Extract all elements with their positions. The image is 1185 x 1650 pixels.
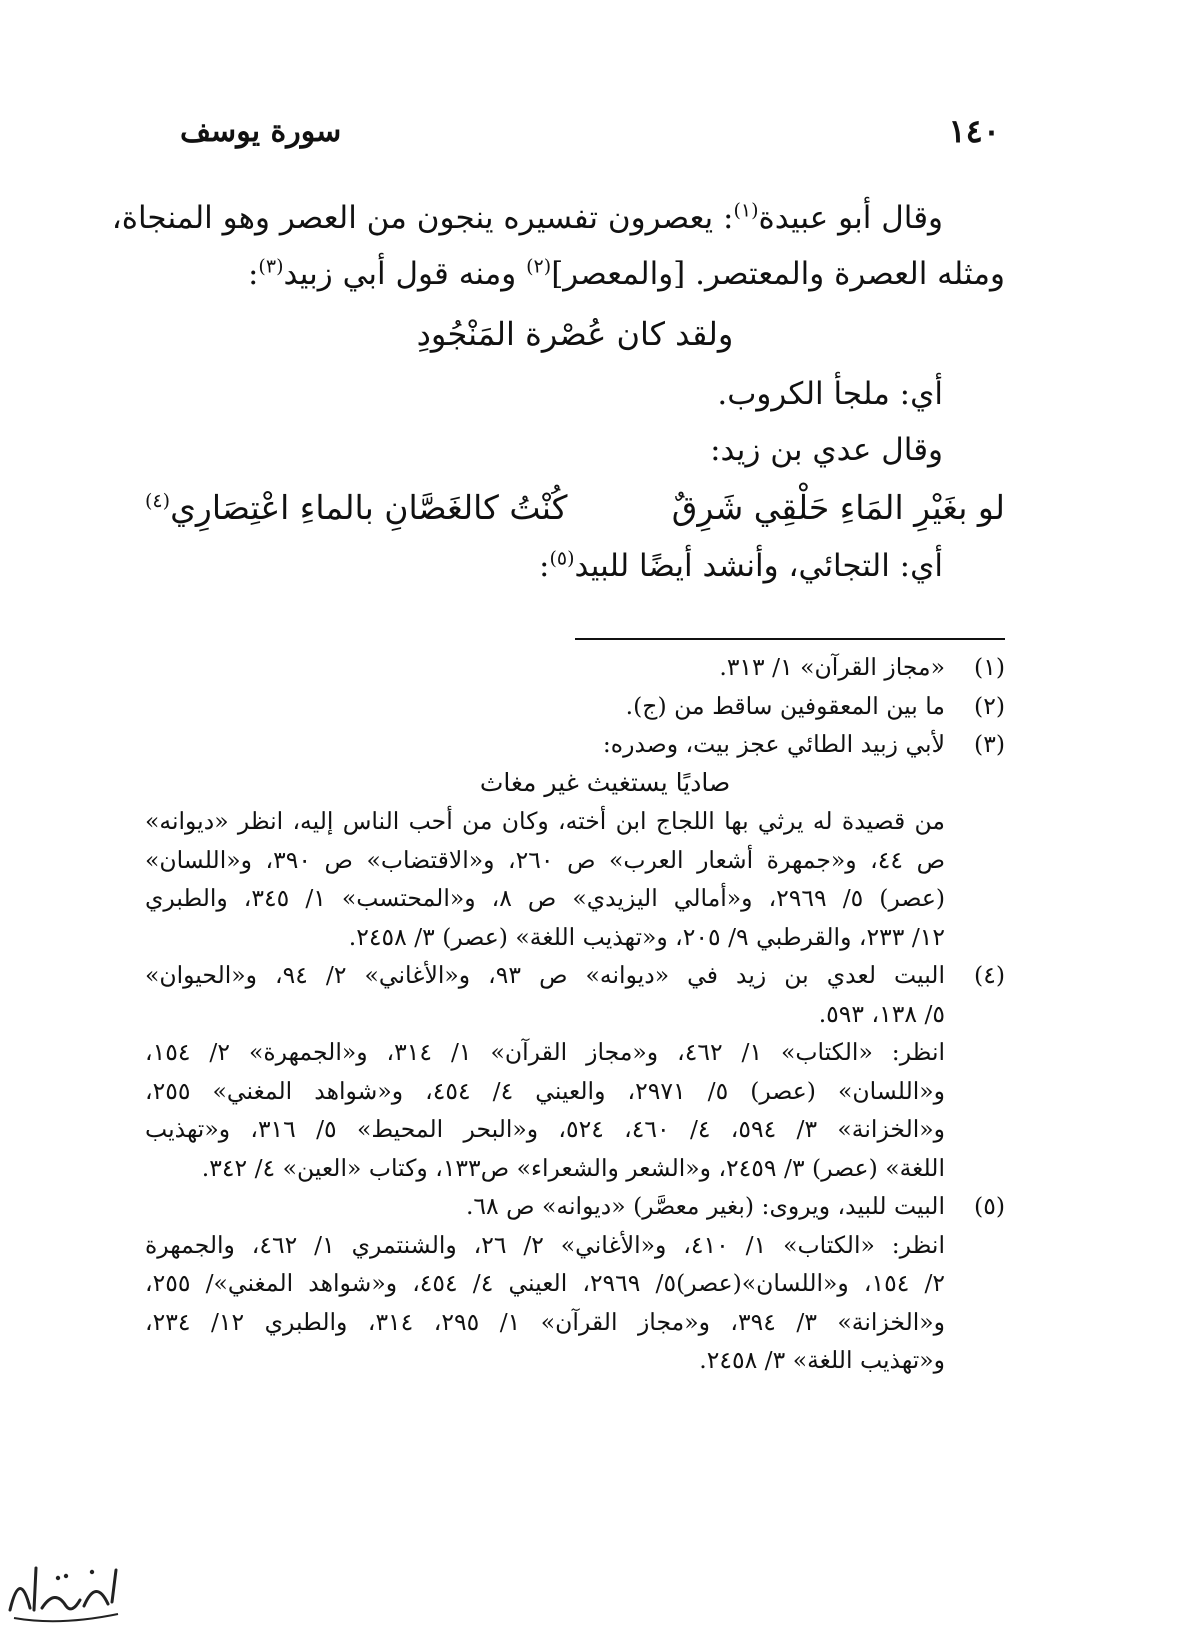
footnote-text: و«اللسان» (عصر) ٥/ ٢٩٧١، والعيني ٤/ ٤٥٤، و«شواهد المغني» ٢٥٥،	[145, 1076, 945, 1105]
footnote-2	[145, 687, 1005, 726]
verse-line	[145, 478, 1005, 538]
text-run: ومنه قول أبي زبيد	[283, 256, 527, 292]
footnote-number: (١)	[974, 653, 1005, 681]
footnote-number: (٥)	[974, 1192, 1005, 1220]
footnote-text: و«الخزانة» ٣/ ٥٩٤، ٤/ ٤٦٠، ٥٢٤، و«البحر المحيط» ٥/ ٣١٦، و«تهذيب	[145, 1115, 945, 1143]
footnote-1	[145, 648, 1005, 687]
footnote-text: لأبي زبيد الطائي عجز بيت، وصدره:	[602, 730, 945, 758]
main-text	[111, 190, 1005, 594]
footnotes	[145, 648, 1005, 1380]
paragraph-line	[145, 246, 1005, 302]
page-header	[180, 112, 1000, 156]
verse-line: ولقد كان عُصْرة المَنْجُودِ	[416, 315, 734, 353]
footnote-ref: (٢)	[526, 255, 552, 278]
paragraph-line	[145, 538, 1005, 594]
footnote-ref: (٤)	[145, 490, 171, 512]
text-run: كُنْتُ كالغَصَّانِ بالماءِ اعْتِصَارِي	[170, 488, 568, 527]
footnote-text: ٢/ ١٥٤، و«اللسان»(عصر)٥/ ٢٩٦٩، العيني ٤/ ٤٥٤، و«شواهد المغني»/ ٢٥٥،	[145, 1269, 945, 1297]
footnote-number: (٤)	[974, 961, 1005, 989]
footnote-number: (٢)	[974, 691, 1005, 720]
footnote-verse: صاديًا يستغيث غير مغاث	[479, 767, 731, 797]
footnote-ref: (٣)	[258, 255, 284, 278]
footnote-3-details	[145, 802, 1005, 956]
footnote-text: ٥/ ١٣٨، ٥٩٣.	[818, 999, 945, 1028]
paragraph-line	[111, 190, 1005, 246]
footnote-text: انظر: «الكتاب» ١/ ٤١٠، و«الأغاني» ٢/ ٢٦، والشنتمري ١/ ٤٦٢، والجمهرة	[145, 1230, 945, 1259]
footnote-text: اللغة» (عصر) ٣/ ٢٤٥٩، و«الشعر والشعراء» ص١٣٣، وكتاب «العين» ٤/ ٣٤٢.	[201, 1153, 945, 1182]
text-run: :	[247, 256, 259, 292]
text-run: أي: التجائي، وأنشد أيضًا للبيد	[574, 548, 943, 584]
footnote-text: «مجاز القرآن» ١/ ٣١٣.	[719, 653, 945, 681]
footnote-text: (عصر) ٥/ ٢٩٦٩، و«أمالي اليزيدي» ص ٨، و«المحتسب» ١/ ٣٤٥، والطبري	[145, 884, 946, 912]
footnote-4	[145, 956, 1005, 1033]
paragraph-line: وقال عدي بن زيد:	[710, 432, 943, 468]
text-run: وقال أبو عبيدة	[758, 200, 943, 236]
paragraph-line: أي: ملجأ الكروب.	[717, 376, 943, 412]
footnote-text: و«الخزانة» ٣/ ٣٩٤، و«مجاز القرآن» ١/ ٢٩٥، ٣١٤، والطبري ١٢/ ٢٣٤،	[145, 1307, 946, 1336]
footnote-4-details	[145, 1033, 1005, 1187]
footnote-text: البيت للبيد، ويروى: (بغير معصَّر) «ديوانه» ص ٦٨.	[465, 1192, 945, 1220]
text-run: ومثله العصرة والمعتصر. [والمعصر]	[551, 256, 1005, 292]
footnote-text: من قصيدة له يرثي بها اللجاج ابن أخته، وكان من أحب الناس إليه، انظر «ديوانه»	[145, 807, 945, 835]
footnote-text: البيت لعدي بن زيد في «ديوانه» ص ٩٣، و«الأغاني» ٢/ ٩٤، و«الحيوان»	[145, 961, 945, 989]
footnote-divider	[575, 638, 1005, 640]
footnote-text: و«تهذيب اللغة» ٣/ ٢٤٥٨.	[699, 1346, 945, 1374]
footnote-5	[145, 1187, 1005, 1226]
verse-hemistich-left	[145, 478, 567, 538]
footnote-text: ما بين المعقوفين ساقط من (ج).	[625, 691, 945, 720]
footnote-ref: (٥)	[549, 547, 575, 570]
page-title: سورة يوسف	[180, 114, 342, 149]
verse-hemistich-right: لو بغَيْرِ المَاءِ حَلْقِي شَرِقٌ	[671, 488, 1005, 527]
footnote-text: ص ٤٤، و«جمهرة أشعار العرب» ص ٢٦٠، و«الاقتضاب» ص ٣٩٠، و«اللسان»	[145, 845, 945, 874]
page-number: ١٤٠	[948, 112, 1000, 150]
text-run: : يعصرون تفسيره ينجون من العصر وهو المنجاة،	[111, 200, 734, 236]
footnote-text: انظر: «الكتاب» ١/ ٤٦٢، و«مجاز القرآن» ١/ ٣١٤، و«الجمهرة» ٢/ ١٥٤،	[145, 1038, 946, 1066]
calligraphy-seal	[0, 1548, 130, 1628]
footnote-text: ١٢/ ٢٣٣، والقرطبي ٩/ ٢٠٥، و«تهذيب اللغة» (عصر) ٣/ ٢٤٥٨.	[348, 922, 945, 951]
footnote-ref: (١)	[733, 199, 759, 222]
footnote-3	[145, 725, 1005, 764]
footnote-number: (٣)	[974, 730, 1005, 758]
text-run: :	[539, 548, 550, 584]
footnote-5-details	[145, 1226, 1005, 1380]
